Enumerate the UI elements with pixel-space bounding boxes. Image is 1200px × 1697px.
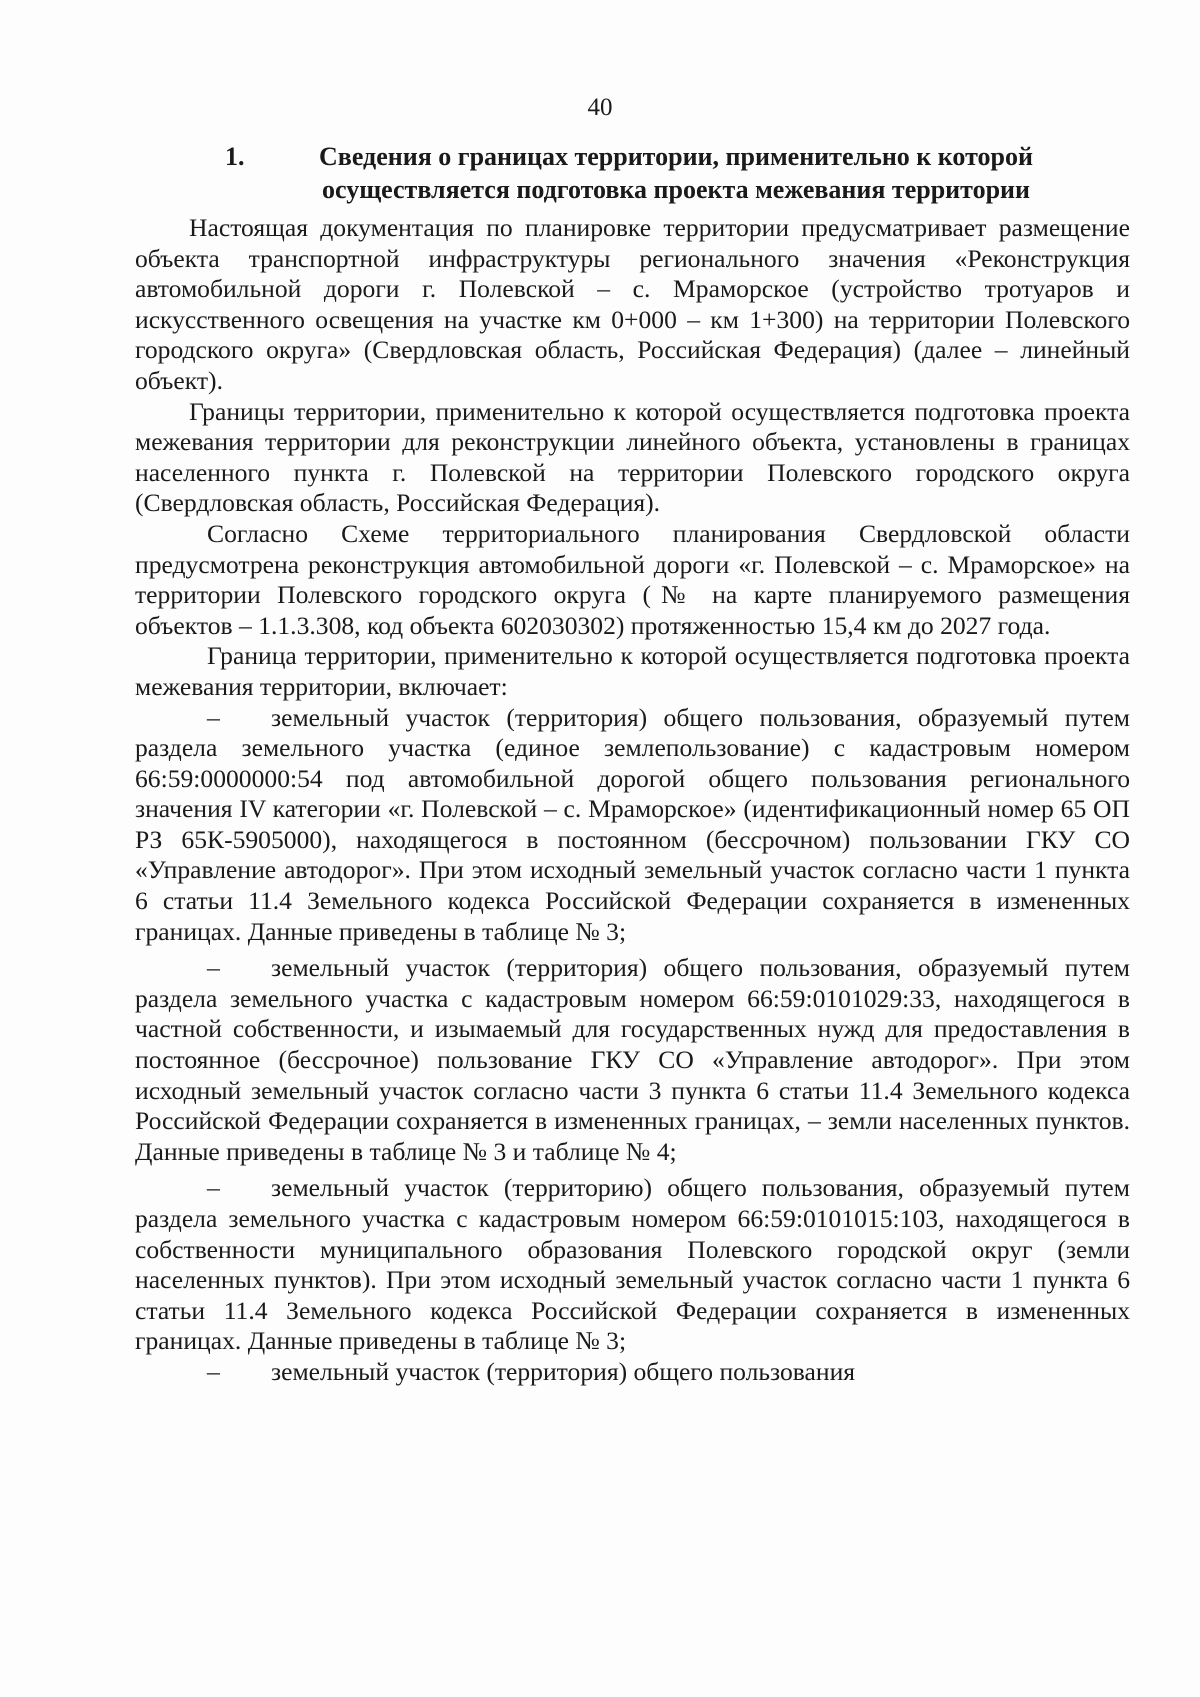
list-item-text: земельный участок (территория) общего пользования, образуемый путем раздела земельного участка с кадастровым номером 66:59:0101029:33, находящегося в частной собственности, и изымаемый для государственных нужд для предоставления в постоянное (бессрочное) пользование ГКУ СО «Управление автодорог». При этом исходный земельный участок согласно части 3 пункта 6 статьи 11.4 Земельного кодекса Российской Федерации сохраняется в измененных границах, – земли населенных пунктов. Данные приведены в таблице № 3 и таблице № 4; (135, 953, 1130, 1166)
paragraph: Границы территории, применительно к которой осуществляется подготовка проекта межевания территории для реконструкции линейного объекта, установлены в границах населенного пункта г. Полевской на территории Полевского городского округа (Свердловская область, Российская Федерация). (135, 396, 1130, 518)
list-dash: – (207, 702, 220, 732)
list-item (135, 1173, 1130, 1357)
list-dash: – (207, 1173, 220, 1203)
page-number: 40 (587, 94, 613, 121)
paragraph: Настоящая документация по планировке территории предусматривает размещение объекта транспортной инфраструктуры регионального значения «Реконструкция автомобильной дороги г. Полевской – с. Мраморское (устройство тротуаров и искусственного освещения на участке км 0+000 – км 1+300) на территории Полевского городского округа» (Свердловская область, Российская Федерация) (далее – линейный объект). (135, 213, 1130, 395)
section-number: 1. (225, 142, 245, 171)
list-item-text: земельный участок (территория) общего пользования (271, 1356, 856, 1386)
list-item (135, 1357, 1130, 1388)
list-dash: – (207, 1356, 220, 1386)
list-item (135, 703, 1130, 948)
list-item-text: земельный участок (территорию) общего пользования, образуемый путем раздела земельного участка с кадастровым номером 66:59:0101015:103, находящегося в собственности муниципального образования Полевского городской округ (земли населенных пунктов). При этом исходный земельный участок согласно части 1 пункта 6 статьи 11.4 Земельного кодекса Российской Федерации сохраняется в измененных границах. Данные приведены в таблице № 3; (135, 1173, 1130, 1356)
document-body (135, 213, 1130, 1388)
list-item (135, 953, 1130, 1167)
paragraph: Согласно Схеме территориального планирования Свердловской области предусмотрена реконструкция автомобильной дороги «г. Полевской – с. Мраморское» на территории Полевского городского округа (№ на карте планируемого размещения объектов – 1.1.3.308, код объекта 602030302) протяженностью 15,4 км до 2027 года. (135, 518, 1130, 640)
list-dash: – (207, 953, 220, 983)
list-item-text: земельный участок (территория) общего пользования, образуемый путем раздела земельного участка (единое землепользование) с кадастровым номером 66:59:0000000:54 под автомобильной дорогой общего пользования регионального значения IV категории «г. Полевской – с. Мраморское» (идентификационный номер 65 ОП РЗ 65К-5905000), находящегося в постоянном (бессрочном) пользовании ГКУ СО «Управление автодорог». При этом исходный земельный участок согласно части 1 пункта 6 статьи 11.4 Земельного кодекса Российской Федерации сохраняется в измененных границах. Данные приведены в таблице № 3; (135, 702, 1130, 946)
paragraph: Граница территории, применительно к которой осуществляется подготовка проекта межевания территории, включает: (135, 641, 1130, 701)
section-heading (225, 140, 1085, 206)
section-title: Сведения о границах территории, применительно к которой осуществляется подготовка проекта межевания территории (319, 142, 1033, 204)
